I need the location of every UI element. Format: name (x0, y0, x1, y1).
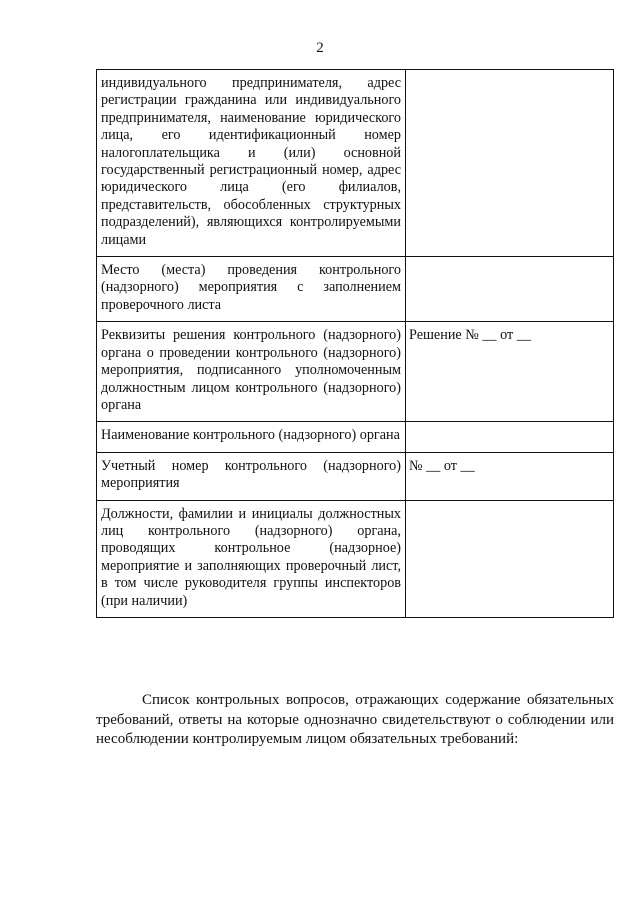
row-label-decision-details: Реквизиты решения контрольного (надзорного) органа о проведении контрольного (надзорного) мероприятия, подписанного уполномоченным должностным лицом контрольного (надзорного) органа (97, 322, 406, 422)
table-row (97, 500, 614, 617)
row-value-authority-name (406, 422, 614, 452)
row-label-location: Место (места) проведения контрольного (надзорного) мероприятия с заполнением проверочного листа (97, 257, 406, 322)
row-value-controlled-entity (406, 70, 614, 257)
table-row (97, 452, 614, 500)
table-row (97, 70, 614, 257)
table-row (97, 257, 614, 322)
row-value-location (406, 257, 614, 322)
row-value-officials (406, 500, 614, 617)
row-label-authority-name: Наименование контрольного (надзорного) органа (97, 422, 406, 452)
page-number: 2 (316, 40, 324, 56)
row-label-registration-number: Учетный номер контрольного (надзорного) мероприятия (97, 452, 406, 500)
table-row (97, 422, 614, 452)
control-questions-intro: Список контрольных вопросов, отражающих содержание обязательных требований, ответы на которые однозначно свидетельствуют о соблюдении или несоблюдении контролируемым лицом обязательных требований: (96, 692, 614, 747)
inspection-details-table (96, 69, 614, 618)
row-value-registration-number: № __ от __ (406, 452, 614, 500)
row-label-officials: Должности, фамилии и инициалы должностных лиц контрольного (надзорного) органа, проводящих контрольное (надзорное) мероприятие и заполняющих проверочный лист, в том числе руководителя группы инспекторов (при наличии) (97, 500, 406, 617)
row-label-controlled-entity: индивидуального предпринимателя, адрес регистрации гражданина или индивидуального предпринимателя, наименование юридического лица, его идентификационный номер налогоплательщика и (или) основной государственный регистрационный номер, адрес юридического лица (его филиалов, представительств, обособленных структурных подразделений), являющихся контролируемыми лицами (97, 70, 406, 257)
table-row (97, 322, 614, 422)
row-value-decision-details: Решение № __ от __ (406, 322, 614, 422)
